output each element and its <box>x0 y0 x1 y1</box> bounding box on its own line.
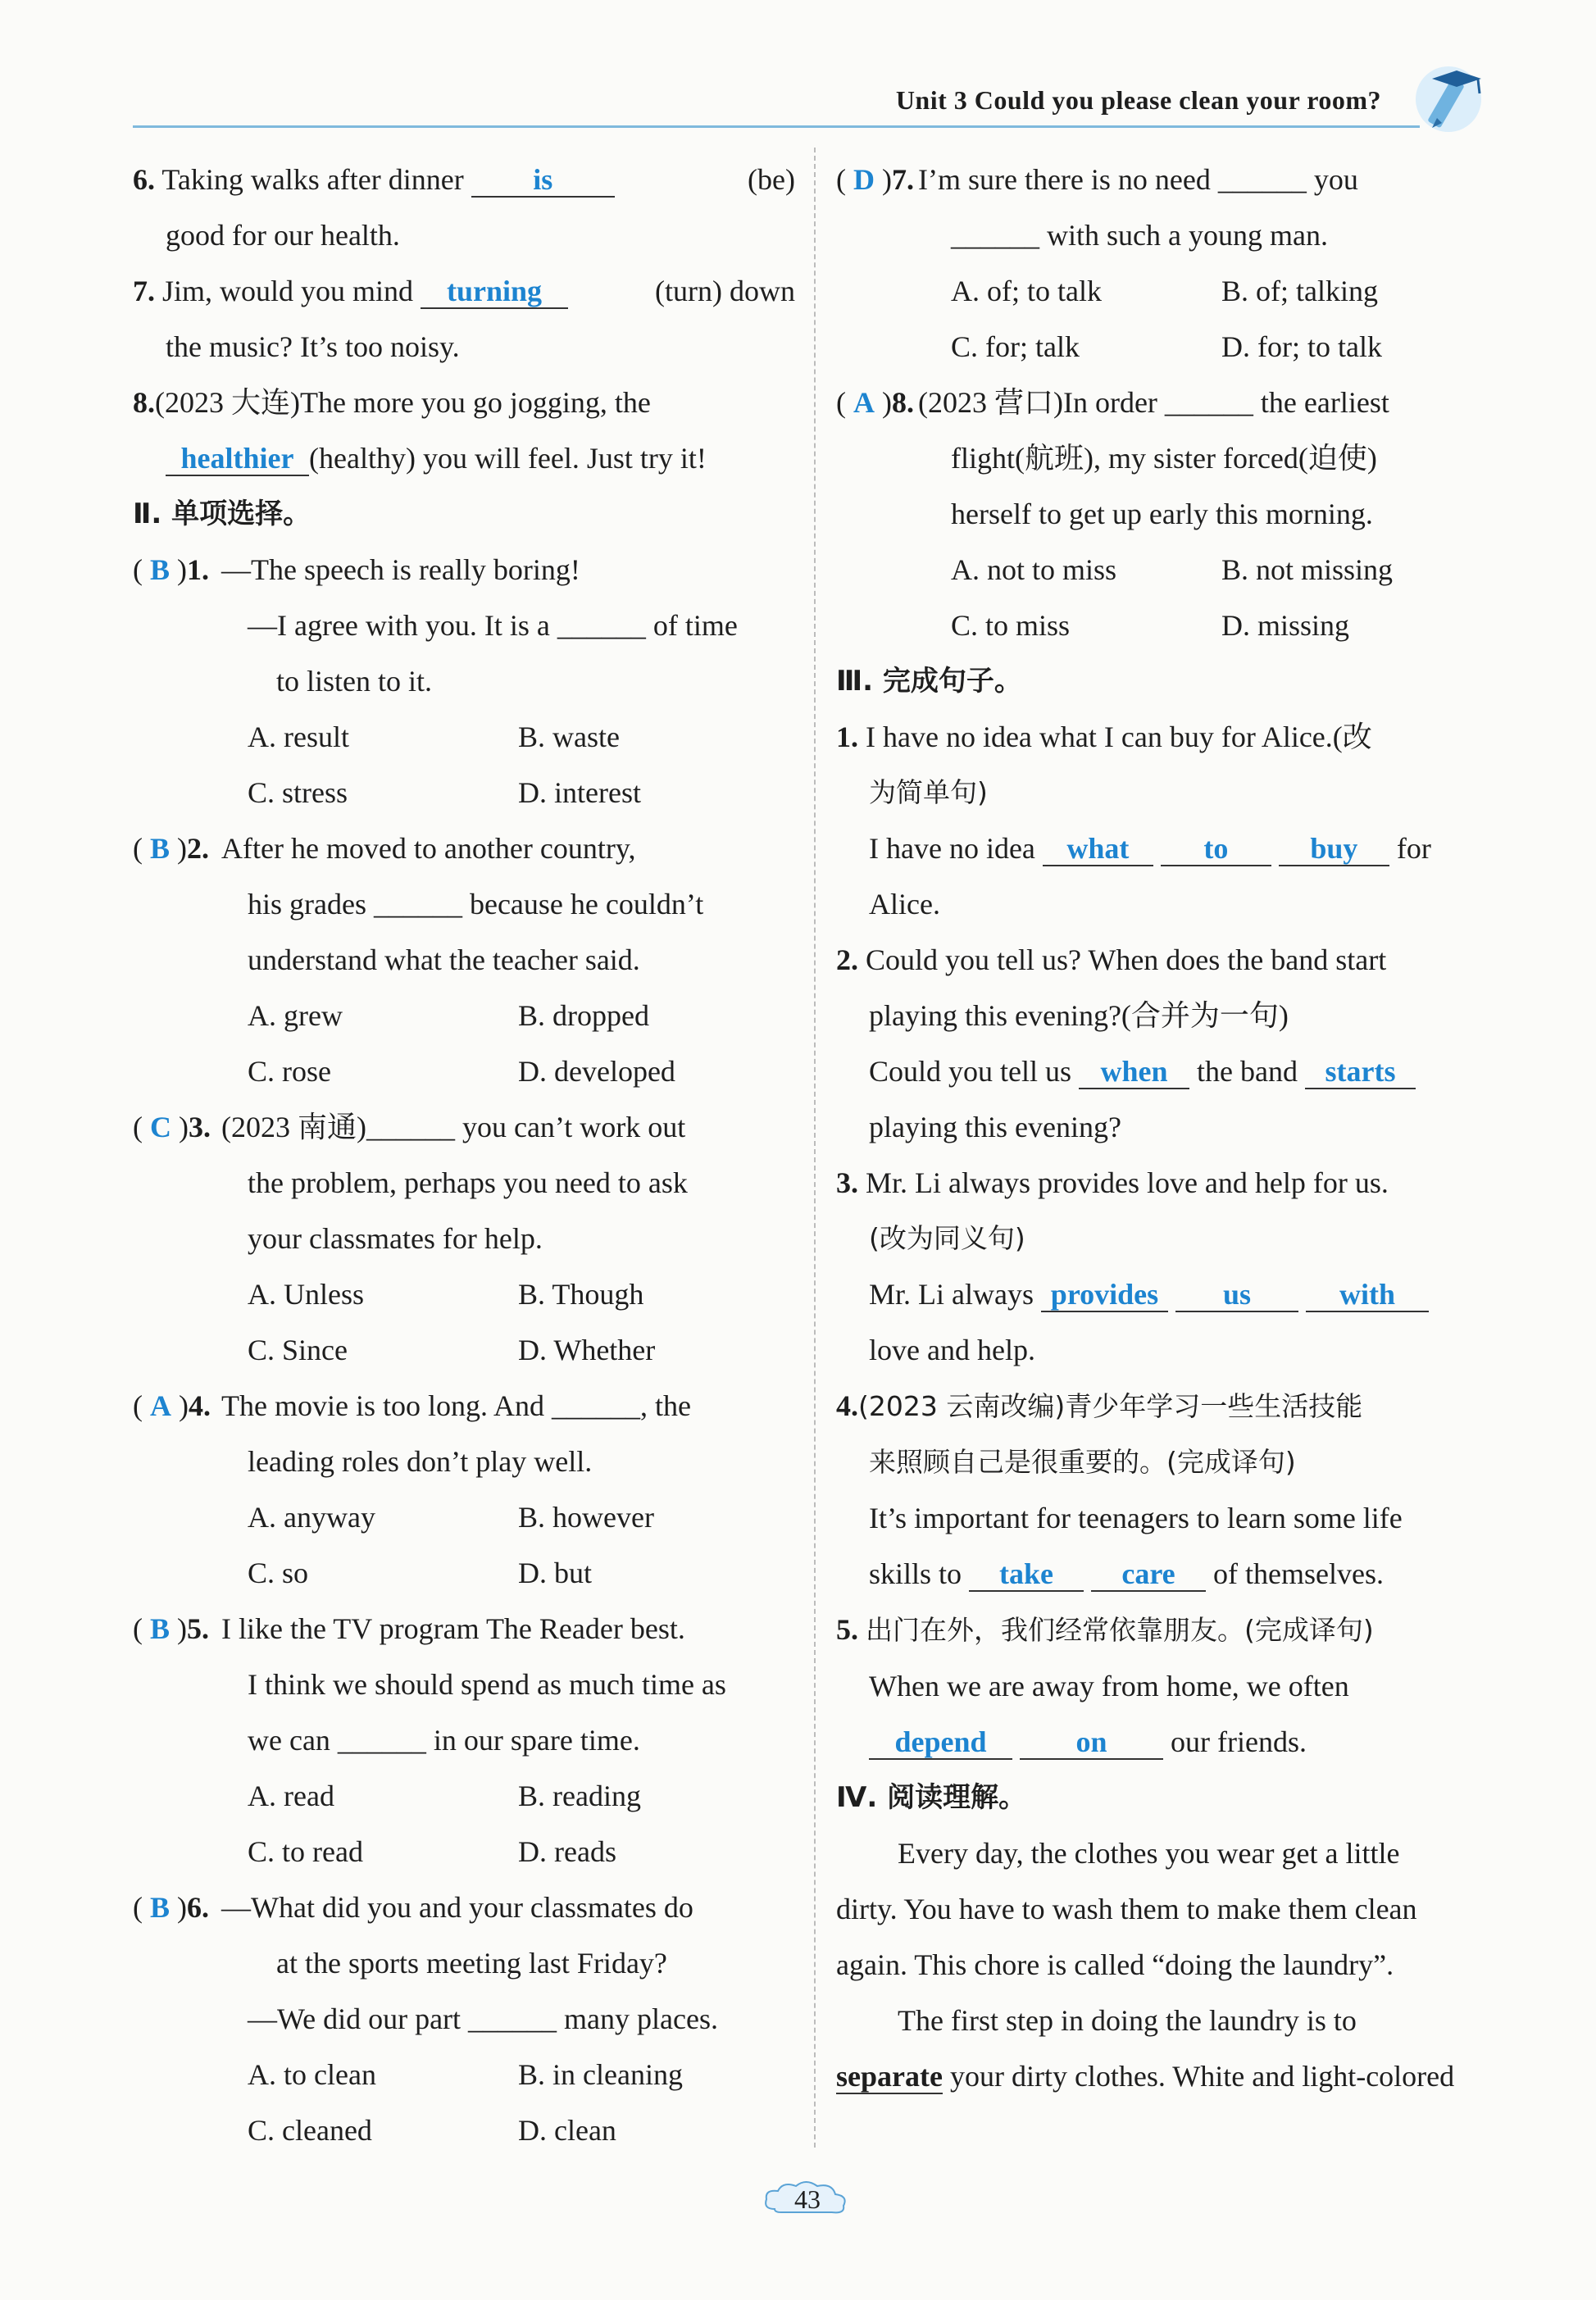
header-rule <box>133 125 1420 128</box>
mc-item-7: ( D )7. I’m sure there is no need ______ you ______ with such a young man. A. of; to talk B. of; talking C. for; talk D. for; to talk <box>836 163 1382 363</box>
answer-blank: with <box>1306 1278 1429 1312</box>
page-number: 43 <box>758 2176 857 2222</box>
sentence-item-5: 5. 出门在外，我们经常依靠朋友。(完成译句) When we are away from home, we often depend on our friends. <box>836 1613 1374 1758</box>
pencil-graduation-cap-icon <box>1399 54 1498 144</box>
sentence-item-3: 3. Mr. Li always provides love and help for us. (改为同义句) Mr. Li always provides us with love and help. <box>836 1155 1500 1378</box>
mc-item-3: ( C )3. (2023 南通)______ you can’t work out the problem, perhaps you need to ask your classmates for help. A. Unless B. Though C. Since D. Whether <box>133 1111 688 1366</box>
mc-item-5: ( B )5. I like the TV program The Reader best. I think we should spend as much time as we can ______ in our spare time. A. read B. reading C. to read D. reads <box>133 1612 726 1868</box>
answer-blank: provides <box>1041 1278 1168 1312</box>
fill-item-6: 6. Taking walks after dinner is (be) good for our health. <box>133 163 795 252</box>
underlined-word: separate <box>836 2060 943 2093</box>
answer-blank: depend <box>869 1725 1012 1760</box>
left-column <box>133 152 795 2158</box>
answer-blank: what <box>1043 832 1153 866</box>
answer-blank: is <box>471 163 615 198</box>
sentence-item-1: 1. I have no idea what I can buy for Alice.(改 为简单句) I have no idea what to buy for Alice. <box>836 720 1431 920</box>
answer-blank: care <box>1091 1557 1206 1592</box>
mc-item-4: ( A )4. The movie is too long. And ______, the leading roles don’t play well. A. anyway B. however C. so D. but <box>133 1389 691 1589</box>
mc-item-8: ( A )8. (2023 营口)In order ______ the earliest flight(航班), my sister forced(迫使) herself to get up early this morning. A. not to miss B. not missing C. to miss D. missing <box>836 386 1394 642</box>
right-column <box>836 152 1500 2104</box>
unit-title: Unit 3 Could you please clean your room? <box>895 85 1381 115</box>
answer-blank: on <box>1020 1725 1163 1760</box>
column-divider <box>814 148 816 2148</box>
answer-blank: turning <box>421 275 568 309</box>
sentence-item-2: 2. Could you tell us? When does the band start playing this evening?(合并为一句) Could you tell us when the band starts playing this evening? <box>836 932 1500 1155</box>
section-heading-3: Ⅲ. 完成句子。 <box>836 665 1022 698</box>
mc-item-2: ( B )2. After he moved to another country, his grades ______ because he couldn’t understand what the teacher said. A. grew B. dropped C. rose D. developed <box>133 832 704 1088</box>
sentence-item-4: 4.(2023 云南改编)青少年学习一些生活技能 来照顾自己是很重要的。(完成译句) It’s important for teenagers to learn some life skills to take care of themselves. <box>836 1389 1403 1590</box>
answer-blank: starts <box>1305 1055 1416 1089</box>
answer-blank: us <box>1175 1278 1298 1312</box>
answer-blank: take <box>969 1557 1084 1592</box>
fill-item-7: 7. Jim, would you mind turning (turn) down the music? It’s too noisy. <box>133 275 795 363</box>
answer-blank: to <box>1161 832 1271 866</box>
answer-blank: buy <box>1279 832 1389 866</box>
fill-item-8: 8.(2023 大连)The more you go jogging, the healthier (healthy) you will feel. Just try it! <box>133 386 707 475</box>
answer-blank: healthier <box>166 442 309 476</box>
reading-passage: Every day, the clothes you wear get a little dirty. You have to wash them to make them clean again. This chore is called “doing the laundry”. The first step in doing the laundry is to separate your dirty clothes. White and light-colored <box>836 1837 1455 2093</box>
mc-item-6: ( B )6. —What did you and your classmates do at the sports meeting last Friday? —We did our part ______ many places. A. to clean B. in cleaning C. cleaned D. clean <box>133 1891 718 2147</box>
mc-item-1: ( B )1. —The speech is really boring! —I agree with you. It is a ______ of time to listen to it. A. result B. waste C. stress D. interest <box>133 553 738 809</box>
section-heading-4: Ⅳ. 阅读理解。 <box>836 1781 1027 1814</box>
section-heading-2: Ⅱ. 单项选择。 <box>133 498 311 530</box>
answer-blank: when <box>1079 1055 1189 1089</box>
